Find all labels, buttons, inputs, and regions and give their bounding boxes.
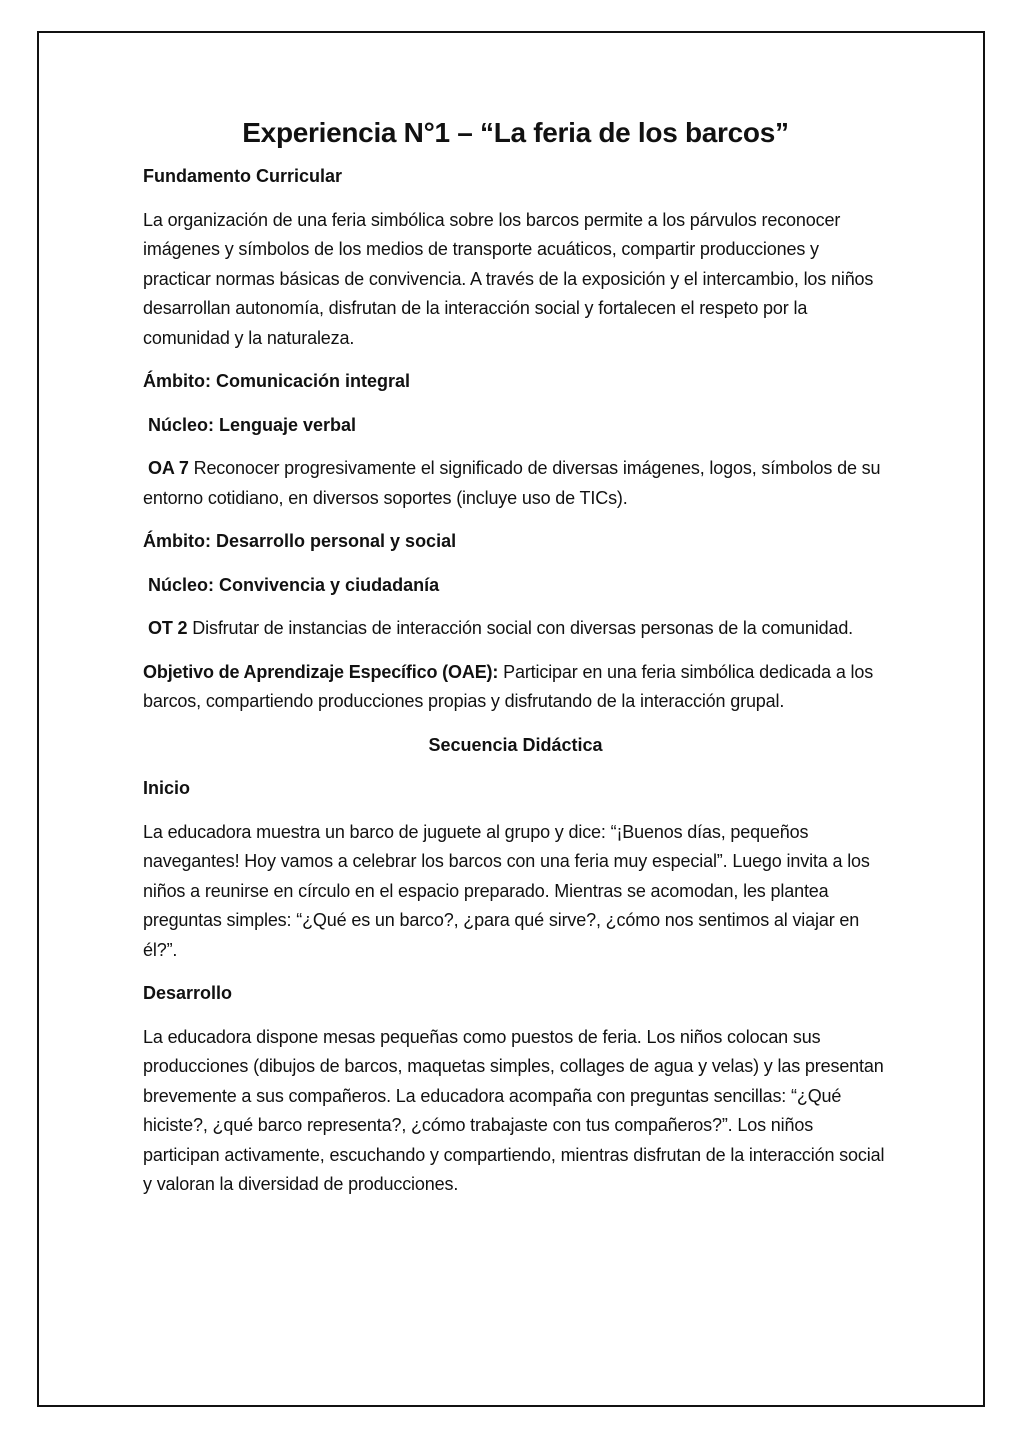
oae-text: Participar en una feria simbólica dedicada a los barcos, compartiendo producciones propias y disfrutando de la interacción grupal. xyxy=(143,661,874,711)
oae-paragraph xyxy=(143,658,888,717)
inicio-heading: Inicio xyxy=(143,778,191,798)
oa7-code: OA 7 xyxy=(148,458,189,478)
ot2-paragraph xyxy=(143,614,888,644)
secuencia-heading: Secuencia Didáctica xyxy=(428,734,603,755)
document-title: Experiencia N°1 – “La feria de los barcos” xyxy=(242,117,789,148)
inicio-paragraph: La educadora muestra un barco de juguete al grupo y dice: “¡Buenos días, pequeños navegantes! Hoy vamos a celebrar los barcos con una feria muy especial”. Luego invita a los niños a reunirse en círculo en el espacio preparado. Mientras se acomodan, les plantea preguntas simples: “¿Qué es un barco?, ¿para qué sirve?, ¿cómo nos sentimos al viajar en él?”. xyxy=(143,821,870,960)
oa7-text: Reconocer progresivamente el significado de diversas imágenes, logos, símbolos de su entorno cotidiano, en diversos soportes (incluye uso de TICs). xyxy=(143,458,881,508)
fundamento-heading: Fundamento Curricular xyxy=(143,166,343,186)
oae-label: Objetivo de Aprendizaje Específico (OAE): xyxy=(143,661,499,682)
desarrollo-paragraph: La educadora dispone mesas pequeñas como puestos de feria. Los niños colocan sus producciones (dibujos de barcos, maquetas simples, collages de agua y velas) y las presentan brevemente a sus compañeros. La educadora acompaña con preguntas sencillas: “¿Qué hiciste?, ¿qué barco representa?, ¿cómo trabajaste con tus compañeros?”. Los niños participan activamente, escuchando y compartiendo, mientras disfrutan de la interacción social y valoran la diversidad de producciones. xyxy=(143,1026,885,1194)
ot2-text: Disfrutar de instancias de interacción social con diversas personas de la comunidad. xyxy=(187,618,854,638)
nucleo-convivencia: Núcleo: Convivencia y ciudadanía xyxy=(148,574,440,595)
ambito-desarrollo: Ámbito: Desarrollo personal y social xyxy=(143,531,457,551)
nucleo-lenguaje: Núcleo: Lenguaje verbal xyxy=(148,414,357,435)
fundamento-paragraph: La organización de una feria simbólica sobre los barcos permite a los párvulos reconocer imágenes y símbolos de los medios de transporte acuáticos, compartir producciones y practicar normas básicas de convivencia. A través de la exposición y el intercambio, los niños desarrollan autonomía, disfrutan de la interacción social y fortalecen el respeto por la comunidad y la naturaleza. xyxy=(143,209,874,348)
ambito-comunicacion: Ámbito: Comunicación integral xyxy=(143,371,411,391)
ot2-code: OT 2 xyxy=(148,618,188,638)
oa7-paragraph xyxy=(143,454,888,513)
document-body xyxy=(143,112,888,1214)
desarrollo-heading: Desarrollo xyxy=(143,983,233,1003)
